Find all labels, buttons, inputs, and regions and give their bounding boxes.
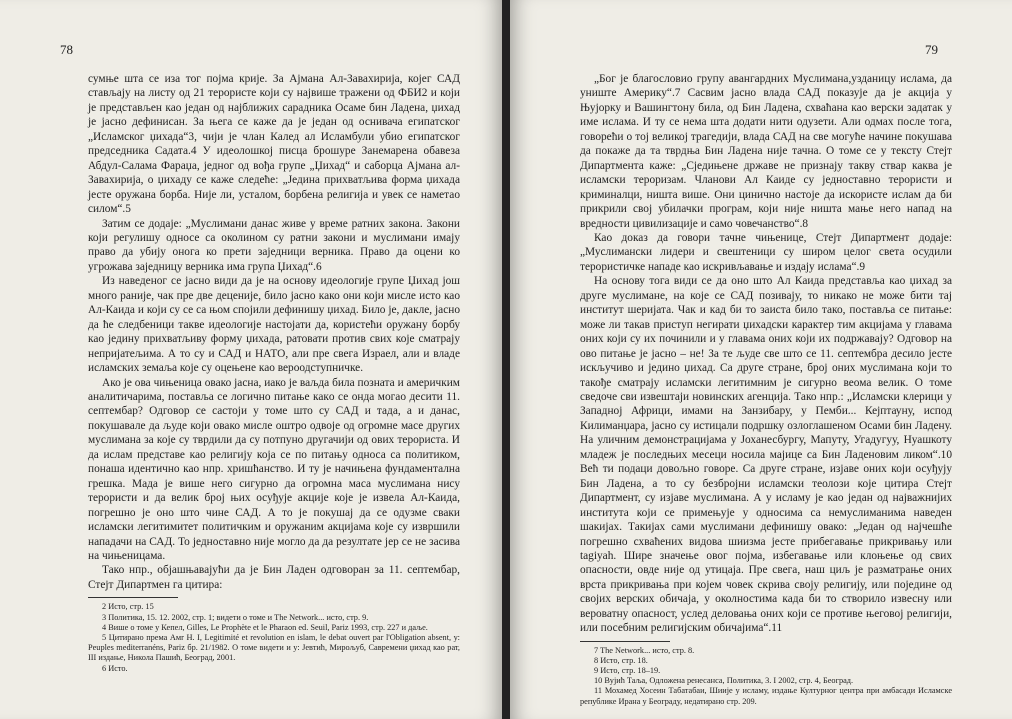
book-gutter bbox=[502, 0, 510, 719]
paragraph: „Бог је благословио групу авангардних Муслимана,узданицу ислама, да униште Америку“.7 Сасвим јасно влада САД показује да је акција у Њујорку и Вашингтону била, од Бин Ладена, схваћана као верски задатак у име ислама. И ту се нема шта додати нити одузети. Али одмах после тога, говорећи о тој великој трагедији, влада САД на све могуће начине покушава да покаже да та тврдња Бин Ладена није тачна. О томе се у тексту Стејт Дипартмента каже: „Сједињене државе не признају такву ствар каква је исламски тероризам. Чланови Ал Каиде су једноставно терористи и криминалци, ништа више. Они цинично настоје да искористе ислам да би прикрили свој убилачки програм, који није ништа мање него напад на вредности цивилизације и само човечанство“.8 bbox=[580, 73, 952, 230]
footnote: 11 Мохамед Хосеин Табатабаи, Шиије у исламу, издање Културног центра при амбасади Исламске републике Ирана у Београду, недатирано стр. 209. bbox=[580, 686, 952, 706]
paragraph: Тако нпр., објашњавајући да је Бин Ладен одговоран за 11. септембар, Стејт Дипартмен га цитира: bbox=[88, 564, 460, 591]
paragraph: Ако је ова чињеница овако јасна, иако је ваљда била позната и америчким аналитичарима, поставља се логично питање какo се онда могао десити 11. септембар? Одговор се састоји у томе што су САД и тада, а и данас, покушавале да људе који овако мисле оштро одвоје од огромне масе других муслимана за које су тврдили да су потпуно другачији од ових терориста. И да ислам представе као религију која се по питању односа са политиком, понаша идентично као нпр. хришћанство. И ту је начињена фундаментална грешка. Мада је више него сигурно да огромна маса муслимана нису терористи и да велик број њих осуђује акције које је извела Ал-Каида, погрешно је оно што чине САД. А то је покушај да се одузме сваки исламски легитимитет политичким и оружаним акцијама које су извршили нападачи на САД. То једноставно није могло да да резултате јер се не засива на чињеницама. bbox=[88, 376, 460, 562]
footnote: 8 Исто, стр. 18. bbox=[594, 655, 648, 665]
footnote: 9 Исто, стр. 18–19. bbox=[594, 666, 661, 676]
footnote: 5 Цитирано према Амr H. I, Legitimité et revolution en islam, le debat ouvert par l'Obligation absent, у: Peuples mediterranéns, Pariz бр. 21/1982. О томе видети и у: Јевтић, Мирољуб, Савремени џихад као рат, III издање, Никола Пашић, Београд, 2001. bbox=[88, 632, 460, 663]
footnote: 4 Више о томе у Кепел, Gilles, Le Prophète et le Pharaon ed. Seuil, Pariz 1993, стр. 227 и даље. bbox=[102, 622, 428, 632]
footnote: 10 Вујић Таља, Одложена ренесанса, Политика, 3. I 2002, стр. 4, Београд. bbox=[594, 676, 854, 686]
paragraph: Из наведеног се јасно види да је на основу идеологије групе Џихад још много раније, чак пре две деценије, било јасно како они који мисле исто као Ал-Каида и који су се са њом спојили дефинишу џихад. Било је, дакле, јасно да ће следбеници такве идеологије настојати да, користећи оружану борбу као једину прихватљиву форму џихада, ратовати против свих које сматрају непријатељима. А то су и САД и НАТО, али пре свега Израел, али и владе исламских земаља које су оцењене као верoодступничке. bbox=[88, 275, 460, 375]
paragraph: На основу тога види се да оно што Ал Каида представља као џихад за друге муслимане, на које се САД позивају, то никако не може бити тај институт шеријата. Чак и кад би то заиста било тако, поставља се питање: може ли такав приступ негирати џихадски карактер тим акцијама у главама оних који су их починили и у главама оних који их подржавају? Одговор на ово питање је јасно – не! За те људе све што се 11. септембра десило јесте искључиво и једино џихад. Са друге стране, број оних муслимана који то такође сматрају исламски легитимним је сигурно веома велик. О томе сведоче сви извештаји новинских агенција. Тако нпр.: „Исламски клерици у Западној Африци, имами на Занзибару, у Пемби... Кејптауну, испод Килиманџара, јасно су истицали подршку озлоглашеном Осами бин Ладену. На уличним демонстрацијама у Јоханесбургу, Мапуту, Угадугуу, Нуашкоту младеж је последњих месеци носила мајице са Бин Ладеновим ликом“.10 Већ ти подаци довољно говоре. Са друге стране, изјаве оних који осуђују Бин Ладена, а то су безбројни исламски теолози које цитира Стејт Дипартмент, су изјаве муслимана. А у исламу је као један од најважнијих института који се примењује у односима са немуслиманима навeден шакијах. Такијах сами муслимани дефинишу овако: „Један од најчешће погрешно схваћених видова шиизма јесте прибегавање прикривању или tagiyah. Шире значење овог појма, избегавање или клоњење од свих опасности, овде није од утицаја. Пре свега, наш циљ је разматрање оних врста прикривања при којем човек скрива своју религију, или поједине од својих верских обичаја, у околностима када би то створило извесну или вероватну опасност, услед деловања оних који се противе његовој религији, или посебним религијским обичајима“.11 bbox=[580, 275, 952, 635]
paragraph: Као доказ да говори тачне чињенице, Стејт Дипартмент додаје: „Муслимански лидери и свештеници су широм целог света осудили терористичке нападе као искривљавање и издају ислама“.9 bbox=[580, 231, 952, 273]
paragraph: Затим се додаје: „Муслимани данас живе у време ратних закона. Закони који регулишу односе са околином су ратни закони и муслимани имају право да убију онога ко прети заједници верника. Право да оцени ко угрожава заједницу верника има група Џихад“.6 bbox=[88, 217, 460, 273]
page-number: 78 bbox=[60, 42, 73, 57]
right-page bbox=[510, 0, 1012, 719]
footnote-rule bbox=[580, 641, 670, 642]
left-page bbox=[0, 0, 502, 719]
page-number: 79 bbox=[925, 42, 938, 57]
footnote: 7 The Network... исто, стр. 8. bbox=[594, 645, 695, 655]
body-text bbox=[88, 72, 460, 674]
paragraph: сумње шта се иза тог појма крије. За Ајмана Ал-Завахирија, којег САД стављају на листу од 21 терористе који су највише тражени од ФБИ2 и који је представљен као један од најближих сарадника Осаме бин Ладена, џихад је јасно дефинисан. За њега се каже да је један од оснивача египатског „Исламског џихада“3, чији је члан Калед ал Исламбули убио египатског председника Садата.4 У идеолошкој писца брошуре Занемарена обавеза Абдул-Салама Фараџа, једног од вођа групе „Џихад“ и саборца Ајмана ал-Завахирија, о џихаду се каже следеће: „Једина прихватљива форма џихада јесте оружана борба. Није ли, усталом, борбена религија и увек се наметао силом“.5 bbox=[88, 73, 460, 216]
footnote: 3 Политика, 15. 12. 2002, стр. 1; видети о томе и The Network... исто, стр. 9. bbox=[102, 612, 369, 622]
footnote: 2 Исто, стр. 15 bbox=[102, 602, 154, 612]
footnote-rule bbox=[88, 597, 178, 598]
body-text bbox=[580, 72, 952, 707]
footnote: 6 Исто. bbox=[102, 663, 128, 673]
